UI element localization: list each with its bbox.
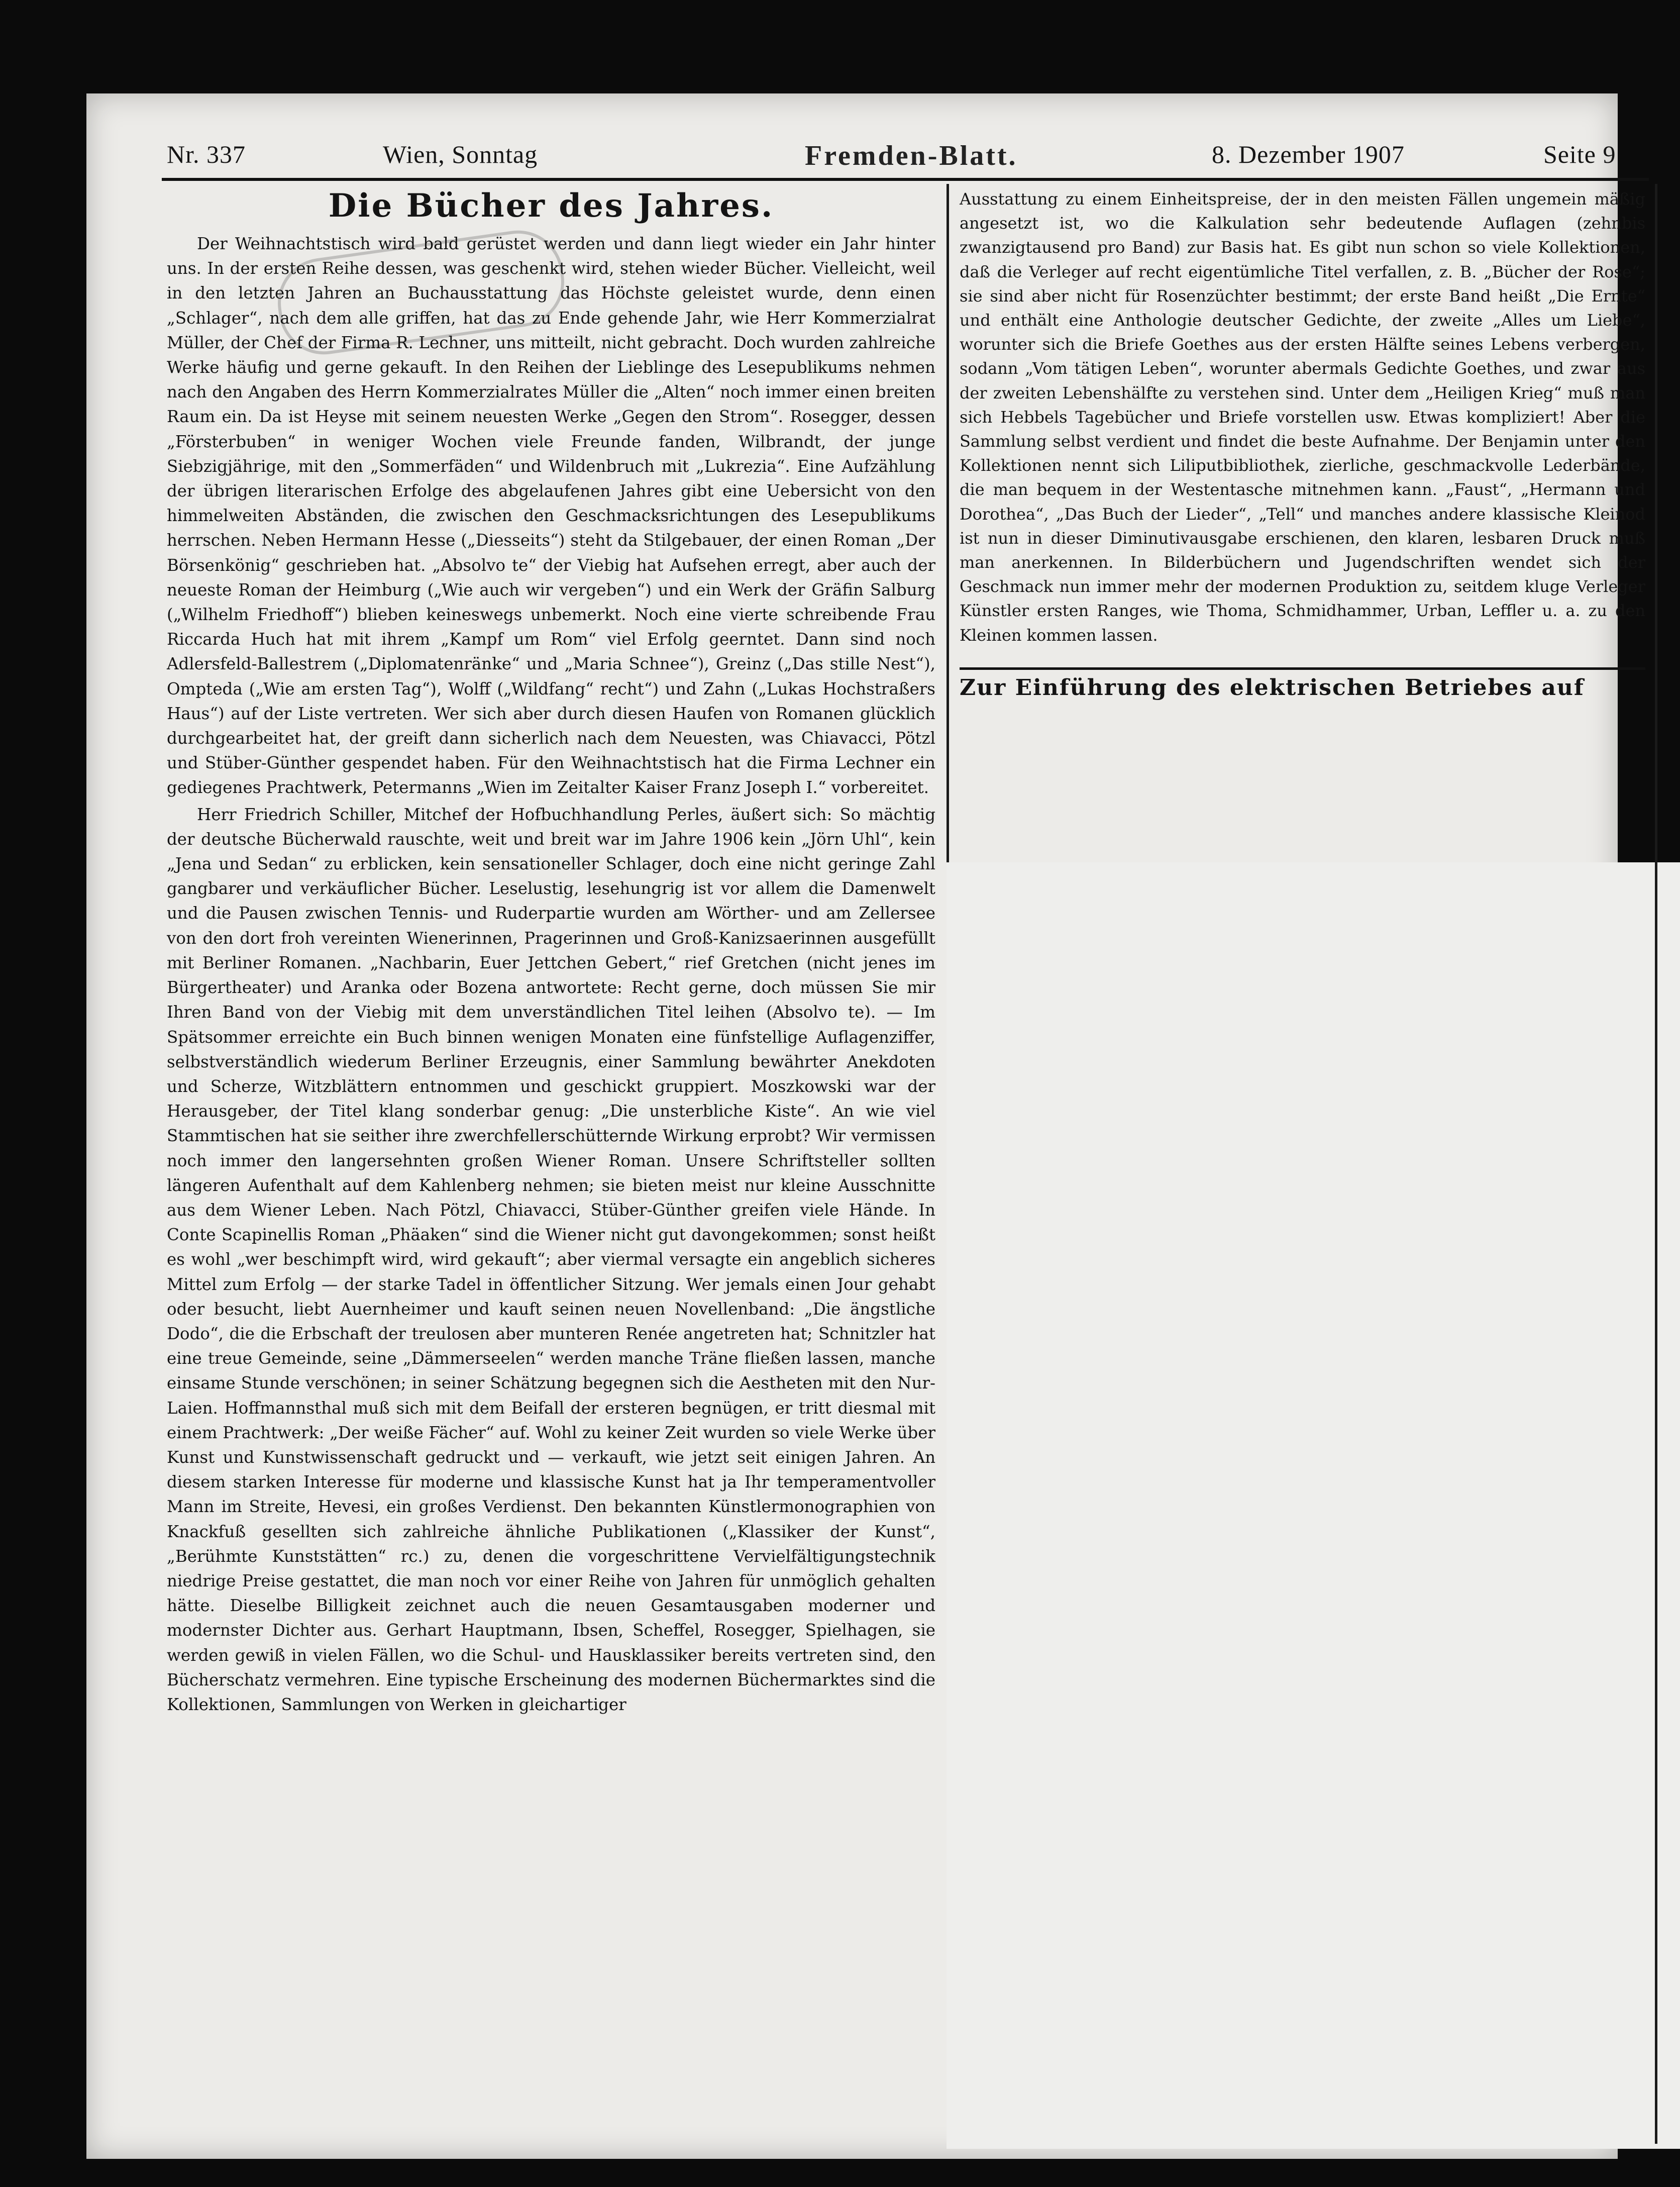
issue-number: Nr. 337 [167, 140, 246, 168]
article-paragraph: Herr Friedrich Schiller, Mitchef der Hofbuchhandlung Perles, äußert sich: So mächtig der deutsche Bücherwald rauschte, weit und breit war im Jahre 1906 kein „Jörn Uhl“, kein „Jena und Sedan“ zu erblicken, kein sensationeller Schlager, doch eine nicht geringe Zahl gangbarer und verkäuflicher Bücher. Leselustig, lesehungrig ist vor allem die Damenwelt und die Pausen zwischen Tennis- und Ruderpartie wurden am Wörther- und am Zellersee von den dort froh vereinten Wienerinnen, Pragerinnen und Groß-Kanizsaerinnen ausgefüllt mit Berliner Romanen. „Nachbarin, Euer Jettchen Gebert,“ rief Gretchen (nicht jenes im Bürgertheater) und Aranka oder Bozena antwortete: Recht gerne, doch müssen Sie mir Ihren Band von der Viebig mit dem unverständlichen Titel leihen (Absolvo te). — Im Spätsommer erreichte ein Buch binnen wenigen Monaten eine fünfstellige Auflagenziffer, selbstverständlich wiederum Berliner Erzeugnis, einer Sammlung bewährter Anekdoten und Scherze, Witzblättern entnommen und geschickt gruppiert. Moszkowski war der Herausgeber, der Titel klang sonderbar genug: „Die unsterbliche Kiste“. An wie viel Stammtischen hat sie seither ihre zwerchfellerschütternde Wirkung erprobt? Wir vermissen noch immer den langersehnten großen Wiener Roman. Unsere Schriftsteller sollten längeren Aufenthalt auf dem Kahlenberg nehmen; sie bieten meist nur kleine Ausschnitte aus dem Wiener Leben. Nach Pötzl, Chiavacci, Stüber-Günther greifen viele Hände. In Conte Scapinellis Roman „Phäaken“ sind die Wiener nicht gut davongekommen; sonst heißt es wohl „wer beschimpft wird, wird gekauft“; aber viermal versagte ein angeblich sicheres Mittel zum Erfolg — der starke Tadel in öffentlicher Sitzung. Wer jemals einen Jour gehabt oder besucht, liebt Auernheimer und kauft seinen neuen Novellenband: „Die ängstliche Dodo“, die die Erbschaft der treulosen aber munteren Renée angetreten hat; Schnitzler hat eine treue Gemeinde, seine „Dämmerseelen“ werden manche Träne fließen lassen, manche einsame Stunde verschönen; in seiner Schätzung begegnen sich die Aestheten mit den Nur-Laien. Hoffmannsthal muß sich mit dem Beifall der ersteren begnügen, er tritt diesmal mit einem Prachtwerk: „Der weiße Fächer“ auf. Wohl zu keiner Zeit wurden so viele Werke über Kunst und Kunstwissenschaft gedruckt und — verkauft, wie jetzt seit einigen Jahren. An diesem starken Interesse für moderne und klassische Kunst hat ja Ihr temperamentvoller Mann im Streite, Hevesi, ein großes Verdienst. Den bekannten Künstlermonographien von Knackfuß gesellten sich zahlreiche ähnliche Publikationen („Klassiker der Kunst“, „Berühmte Kunststätten“ rc.) zu, denen die vorgeschrittene Vervielfältigungstechnik niedrige Preise gestattet, die man noch vor einer Reihe von Jahren für unmöglich gehalten hätte. Dieselbe Billigkeit zeichnet auch die neuen Gesamtausgaben moderner und modernster Dichter aus. Gerhart Hauptmann, Ibsen, Scheffel, Rosegger, Spielhagen, sie werden gewiß in vielen Fällen, wo die Schul- und Hausklassiker bereits vertreten sind, den Bücherschatz vermehren. Eine typische Erscheinung des modernen Büchermarktes sind die Kollektionen, Sammlungen von Werken in gleichartiger [167, 805, 935, 1714]
issue-date: 8. Dezember 1907 [1212, 140, 1405, 168]
empty-area [947, 862, 1680, 2149]
article-title: Die Bücher des Jahres. [328, 187, 774, 225]
newspaper-clipping [86, 93, 1645, 2159]
paper-name: Fremden-Blatt. [805, 140, 1018, 171]
next-article-title: Zur Einführung des elektrischen Betriebes auf [960, 667, 1645, 701]
masthead [167, 140, 1629, 175]
article-paragraph: Der Weihnachtstisch wird bald gerüstet werden und dann liegt wieder ein Jahr hinter uns. In der ersten Reihe dessen, was geschenkt wird, stehen wieder Bücher. Vielleicht, weil in den letzten Jahren an Buchausstattung das Höchste geleistet wurde, denn einen „Schlager“, nach dem alle griffen, hat das zu Ende gehende Jahr, wie Herr Kommerzialrat Müller, der Chef der Firma R. Lechner, uns mitteilt, nicht gebracht. Doch wurden zahlreiche Werke häufig und gerne gekauft. In den Reihen der Lieblinge des Lesepublikums nehmen nach den Angaben des Herrn Kommerzialrates Müller die „Alten“ noch immer einen breiten Raum ein. Da ist Heyse mit seinem neuesten Werke „Gegen den Strom“. Rosegger, dessen „Försterbuben“ in weniger Wochen viele Freunde fanden, Wilbrandt, der junge Siebzigjährige, mit den „Sommerfäden“ und Wildenbruch mit „Lukrezia“. Eine Aufzählung der übrigen literarischen Erfolge des abgelaufenen Jahres gibt eine Uebersicht von den himmelweiten Abständen, die zwischen den Geschmacksrichtungen des Lesepublikums herrschen. Neben Hermann Hesse („Diesseits“) steht da Stilgebauer, der einen Roman „Der Börsenkönig“ geschrieben hat. „Absolvo te“ der Viebig hat Aufsehen erregt, aber auch der neueste Roman der Heimburg („Wie auch wir vergeben“) und ein Werk der Gräfin Salburg („Wilhelm Friedhoff“) blieben keineswegs unbemerkt. Noch eine vierte schreibende Frau Riccarda Huch hat mit ihrem „Kampf um Rom“ viel Erfolg geerntet. Dann sind noch Adlersfeld-Ballestrem („Diplomatenränke“ und „Maria Schnee“), Greinz („Das stille Nest“), Ompteda („Wie am ersten Tag“), Wolff („Wildfang“ recht“) und Zahn („Lukas Hochstraßers Haus“) auf der Liste vertreten. Wer sich aber durch diesen Haufen von Romanen glücklich durchgearbeitet hat, der greift dann sicherlich nach dem Neuesten, was Chiavacci, Pötzl und Stüber-Günther gespendet haben. Für den Weihnachtstisch hat die Firma Lechner ein gediegenes Prachtwerk, Petermanns „Wien im Zeitalter Kaiser Franz Joseph I.“ vorbereitet. [167, 234, 935, 798]
right-edge-rule [1655, 184, 1657, 2144]
place-day: Wien, Sonntag [383, 140, 538, 168]
header-rule [162, 178, 1649, 181]
article-continuation: Ausstattung zu einem Einheitspreise, der in den meisten Fällen ungemein mäßig angesetzt ist, wo die Kalkulation sehr bedeutende Auflagen (zehnbis zwanzigtausend pro Band) zur Basis hat. Es gibt nun schon so viele Kollektionen, daß die Verleger auf recht eigentümliche Titel verfallen, z. B. „Bücher der Rose“; sie sind aber nicht für Rosenzüchter bestimmt; der erste Band heißt „Die Ernte“ und enthält eine Anthologie deutscher Gedichte, der zweite „Alles um Liebe“, worunter sich die Briefe Goethes aus der ersten Hälfte seines Lebens verbergen, sodann „Vom tätigen Leben“, worunter abermals Gedichte Goethes, und zwar aus der zweiten Lebenshälfte zu verstehen sind. Unter dem „Heiligen Krieg“ muß man sich Hebbels Tagebücher und Briefe vorstellen usw. Etwas kompliziert! Aber die Sammlung selbst verdient und findet die beste Aufnahme. Der Benjamin unter den Kollektionen nennt sich Liliputbibliothek, zierliche, geschmackvolle Lederbände, die man bequem in der Westentasche mitnehmen kann. „Faust“, „Hermann und Dorothea“, „Das Buch der Lieder“, „Tell“ und manches andere klassische Kleinod ist nun in dieser Diminutivausgabe erschienen, den klaren, lesbaren Druck muß man anerkennen. In Bilderbüchern und Jugendschriften wendet sich der Geschmack nun immer mehr der modernen Produktion zu, seitdem kluge Verleger Künstler ersten Ranges, wie Thoma, Schmidhammer, Urban, Leffler u. a. zu den Kleinen kommen lassen. [960, 189, 1645, 645]
article-left-column [167, 187, 935, 1717]
article-right-column [960, 187, 1645, 701]
page-number: Seite 9 [1543, 140, 1616, 168]
